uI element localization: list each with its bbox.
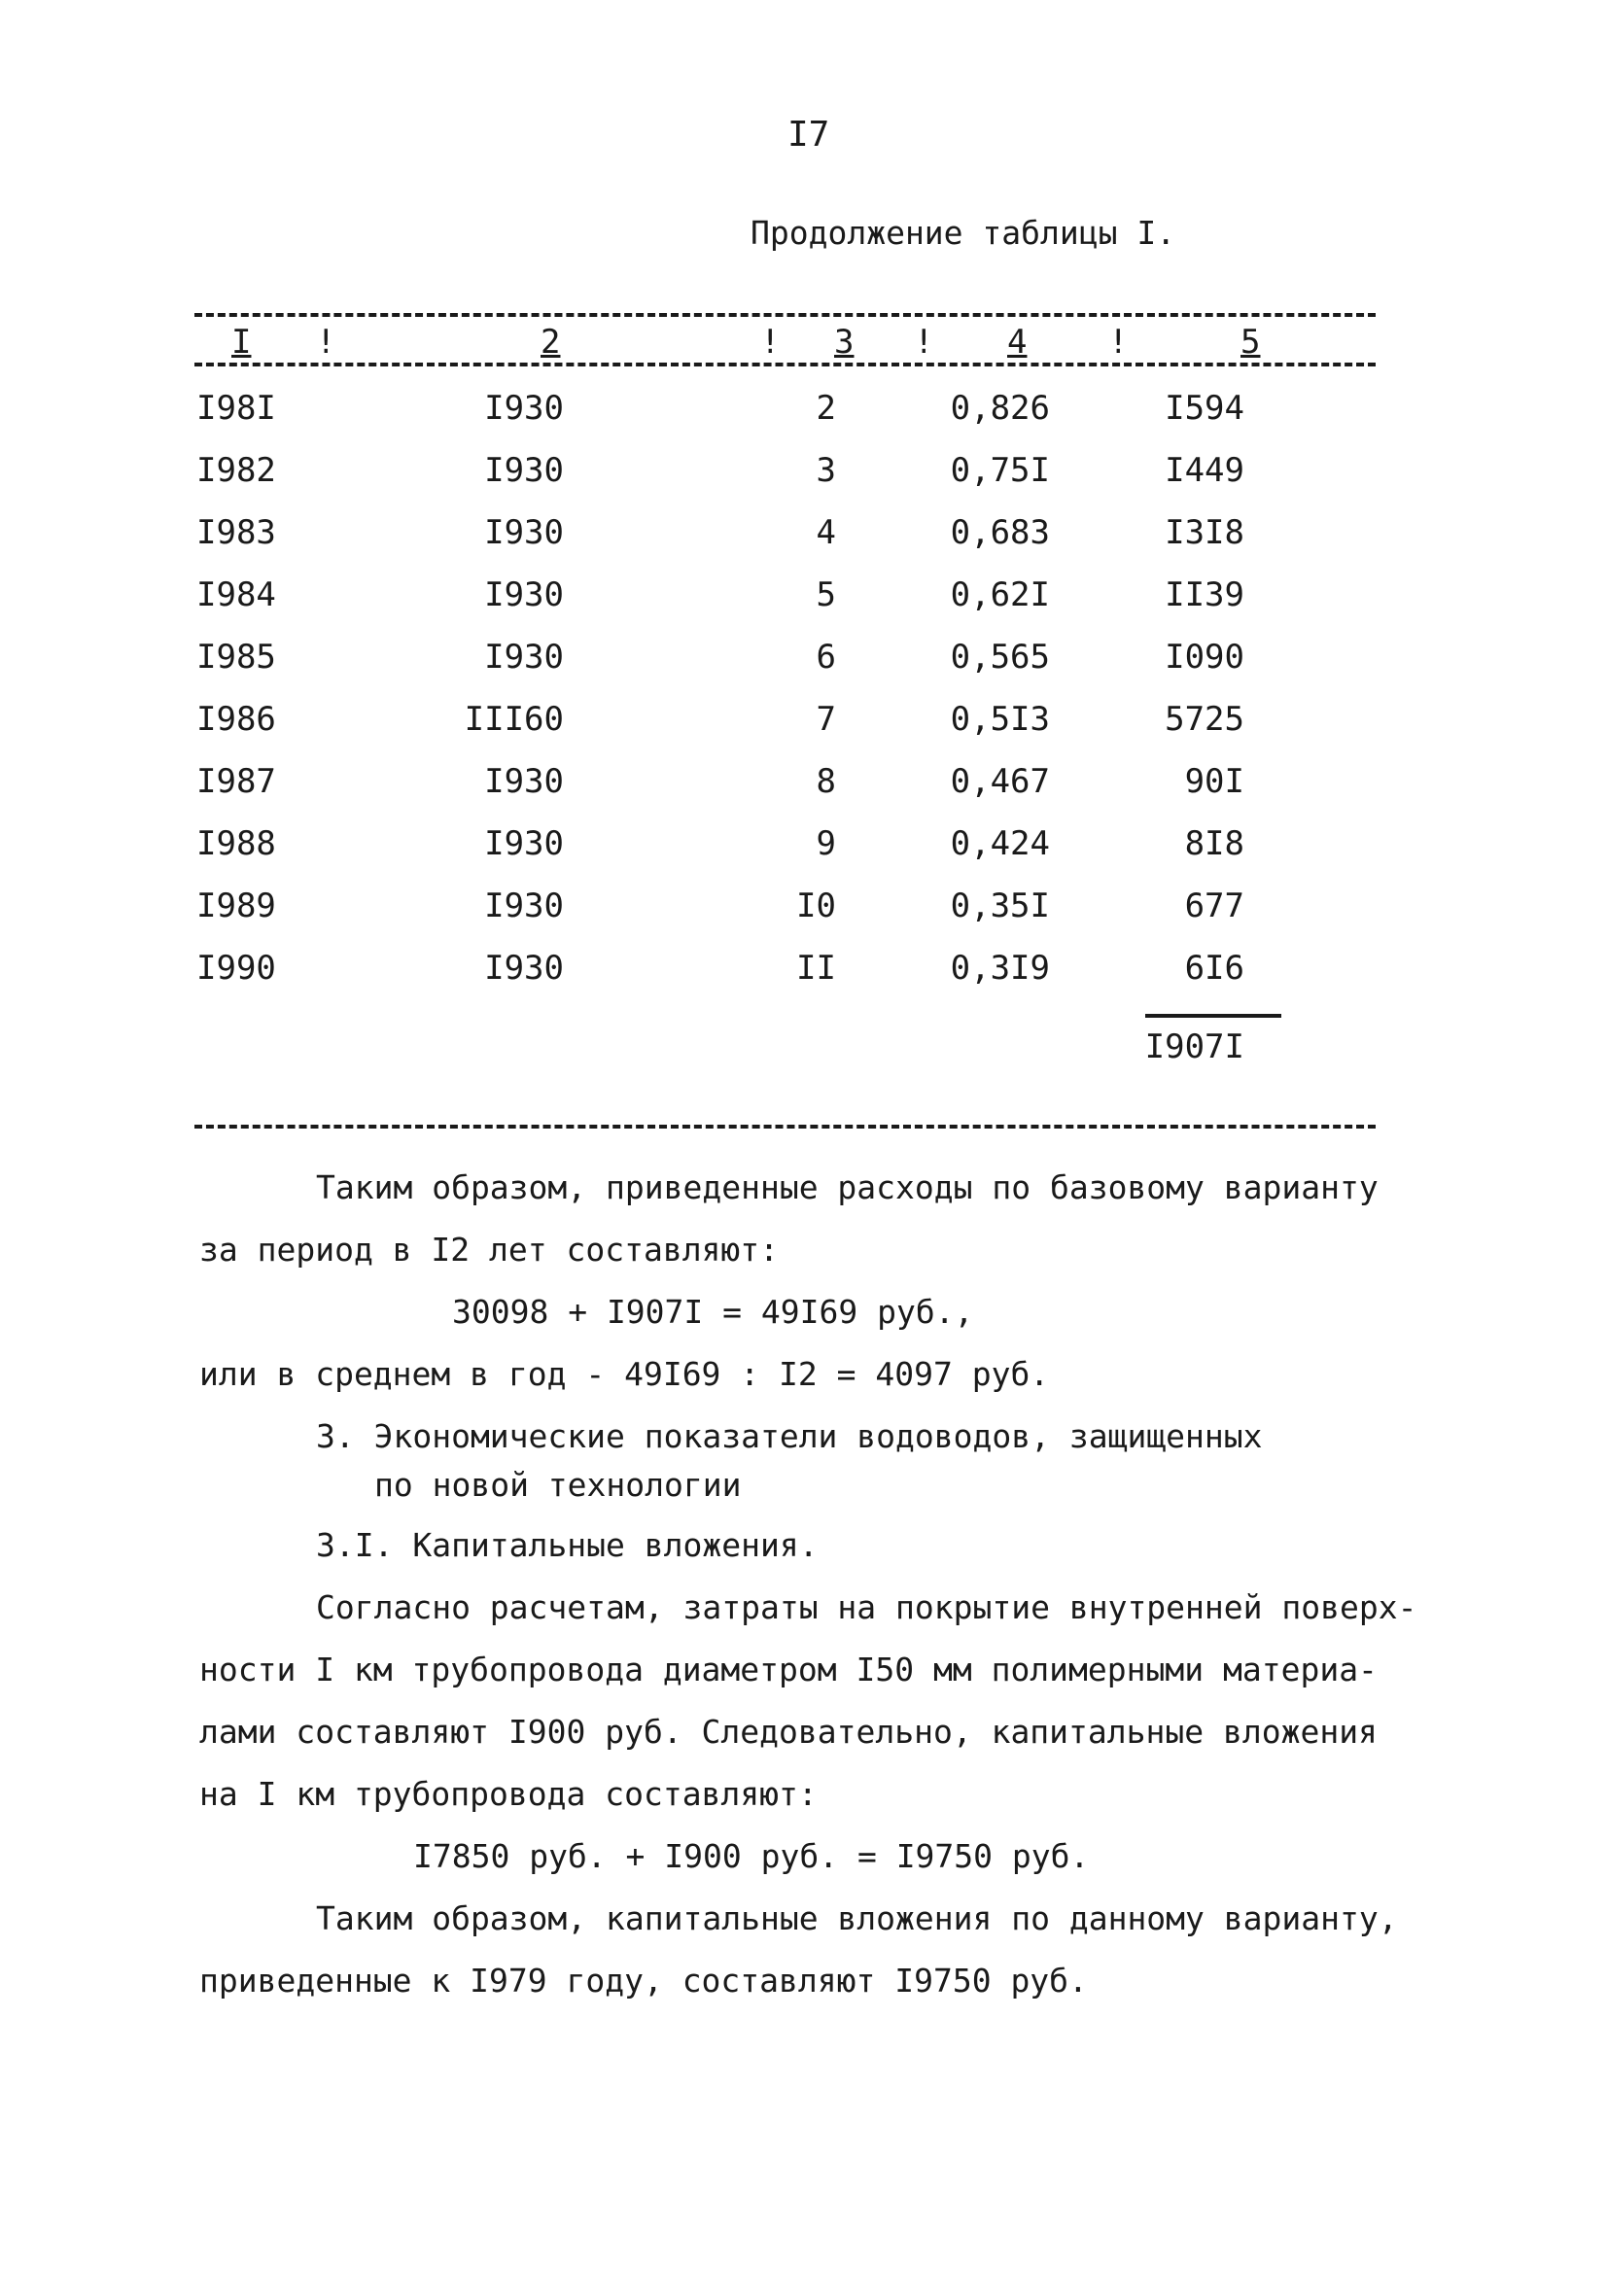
table-cell: 2 (816, 389, 836, 428)
paragraph-line: лами составляют I900 руб. Следовательно, капитальные вложения (199, 1713, 1378, 1751)
subsection-heading: 3.I. Капитальные вложения. (316, 1526, 819, 1564)
table-top-rule (194, 313, 1376, 317)
table-cell: I985 (196, 638, 276, 677)
section-heading: по новой технологии (374, 1466, 742, 1504)
table-cell: III60 (464, 700, 564, 739)
table-cell: 677 (1184, 887, 1244, 925)
table-cell: 6I6 (1184, 949, 1244, 988)
header-col-3: 3 (834, 323, 855, 362)
table-cell: 5 (816, 575, 836, 614)
table-cell: I090 (1165, 638, 1244, 677)
table-bottom-rule (194, 1125, 1376, 1129)
header-separator: ! (1108, 323, 1129, 362)
table-cell: II (796, 949, 836, 988)
table-cell: I98I (196, 389, 276, 428)
table-cell: 8I8 (1184, 824, 1244, 863)
sum-rule (1145, 1014, 1281, 1018)
header-col-2: 2 (541, 323, 561, 362)
table-cell: I930 (484, 887, 564, 925)
header-separator: ! (760, 323, 781, 362)
table-cell: I0 (796, 887, 836, 925)
table-cell: 7 (816, 700, 836, 739)
table-cell: I930 (484, 389, 564, 428)
table-cell: 0,424 (950, 824, 1050, 863)
table-cell: 0,75I (950, 451, 1050, 490)
table-cell: I990 (196, 949, 276, 988)
table-cell: 4 (816, 513, 836, 552)
table-cell: I989 (196, 887, 276, 925)
table-total: I907I (1144, 1027, 1244, 1066)
table-cell: I930 (484, 513, 564, 552)
table-cell: 8 (816, 762, 836, 801)
paragraph-line: Согласно расчетам, затраты на покрытие внутренней поверх- (316, 1588, 1417, 1626)
header-separator: ! (914, 323, 934, 362)
paragraph-line: Таким образом, приведенные расходы по базовому варианту (316, 1168, 1379, 1206)
table-cell: 90I (1184, 762, 1244, 801)
table-cell: I987 (196, 762, 276, 801)
page-number: I7 (787, 115, 830, 155)
table-cell: I930 (484, 451, 564, 490)
paragraph-line: Таким образом, капитальные вложения по данному варианту, (316, 1899, 1398, 1937)
paragraph-line: приведенные к I979 году, составляют I9750 руб. (199, 1962, 1088, 2000)
table-cell: 0,5I3 (950, 700, 1050, 739)
table-cell: I449 (1165, 451, 1244, 490)
table-cell: 0,826 (950, 389, 1050, 428)
table-cell: I988 (196, 824, 276, 863)
table-cell: II39 (1165, 575, 1244, 614)
table-cell: 5725 (1165, 700, 1244, 739)
paragraph-line: за период в I2 лет составляют: (199, 1231, 780, 1269)
table-cell: I930 (484, 638, 564, 677)
table-cell: I983 (196, 513, 276, 552)
table-cell: 0,467 (950, 762, 1050, 801)
table-cell: 3 (816, 451, 836, 490)
table-cell: 0,565 (950, 638, 1050, 677)
header-col-5: 5 (1240, 323, 1261, 362)
table-cell: I930 (484, 575, 564, 614)
paragraph-line: ности I км трубопровода диаметром I50 мм полимерными материа- (199, 1651, 1378, 1688)
header-col-4: 4 (1007, 323, 1028, 362)
table-cell: I984 (196, 575, 276, 614)
table-cell: I930 (484, 824, 564, 863)
table-cell: I930 (484, 762, 564, 801)
table-cell: 0,62I (950, 575, 1050, 614)
table-cell: 0,35I (950, 887, 1050, 925)
paragraph-line: на I км трубопровода составляют: (199, 1775, 818, 1813)
table-cell: 0,3I9 (950, 949, 1050, 988)
table-cell: 0,683 (950, 513, 1050, 552)
table-cell: I594 (1165, 389, 1244, 428)
table-cell: 6 (816, 638, 836, 677)
formula-line: 30098 + I907I = 49I69 руб., (452, 1293, 974, 1331)
paragraph-line: или в среднем в год - 49I69 : I2 = 4097 руб. (199, 1355, 1050, 1393)
table-caption: Продолжение таблицы I. (751, 214, 1176, 252)
section-heading: 3. Экономические показатели водоводов, защищенных (316, 1417, 1263, 1455)
header-separator: ! (316, 323, 336, 362)
table-cell: I930 (484, 949, 564, 988)
table-cell: I982 (196, 451, 276, 490)
formula-line: I7850 руб. + I900 руб. = I9750 руб. (413, 1837, 1090, 1875)
table-cell: 9 (816, 824, 836, 863)
table-cell: I986 (196, 700, 276, 739)
table-header-rule (194, 363, 1376, 366)
table-cell: I3I8 (1165, 513, 1244, 552)
header-col-1: I (231, 323, 252, 362)
